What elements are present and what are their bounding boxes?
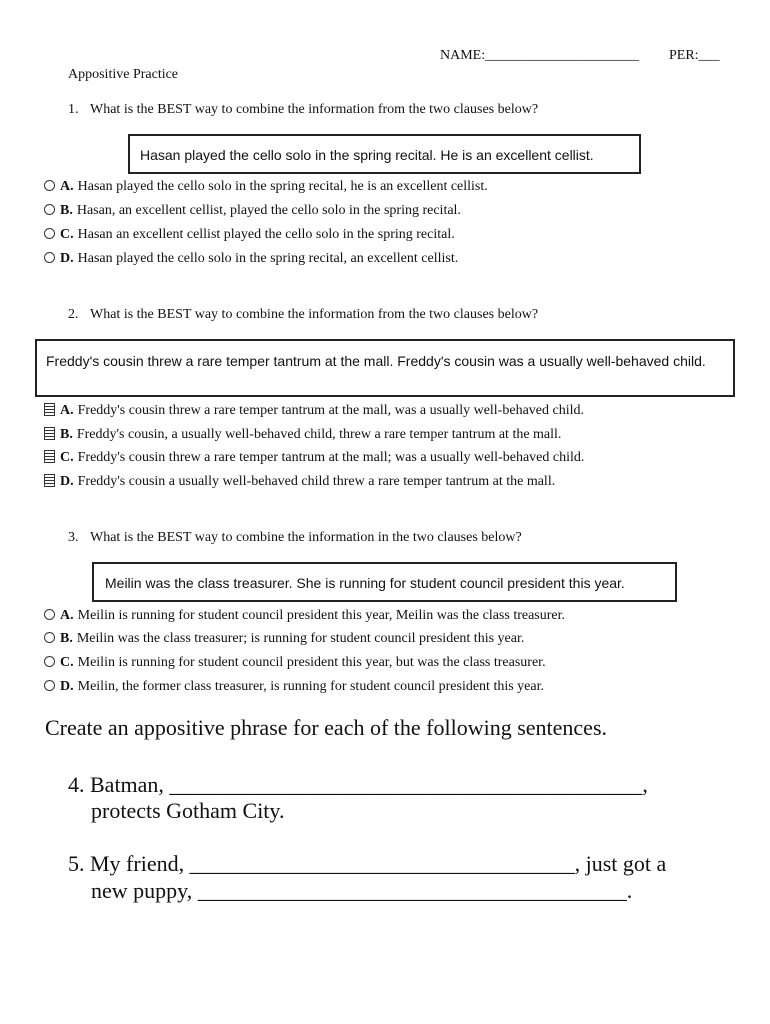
question-1-clauses: Hasan played the cello solo in the spring recital. He is an excellent cellist. [140,147,594,163]
question-1-number: 1. [68,102,79,117]
option-letter: C. [60,655,74,670]
option-text: Hasan, an excellent cellist, played the cello solo in the spring recital. [76,203,461,218]
option-letter: D. [60,474,74,489]
option-text: Hasan played the cello solo in the spring recital, an excellent cellist. [77,251,459,266]
radio-button-icon[interactable] [44,632,55,643]
question-2-clause-box [35,339,735,397]
option-text: Freddy's cousin a usually well-behaved child threw a rare temper tantrum at the mall. [77,474,556,489]
q1-option-d[interactable] [44,250,458,268]
radio-button-icon[interactable] [44,180,55,191]
option-text: Meilin was the class treasurer; is running for student council president this year. [76,631,525,646]
item-4-line-2: protects Gotham City. [91,798,285,823]
option-letter: A. [60,608,74,623]
option-text: Hasan an excellent cellist played the cello solo in the spring recital. [77,227,455,242]
option-letter: D. [60,251,74,266]
option-letter: B. [60,427,73,442]
option-letter: A. [60,403,74,418]
q2-option-d[interactable] [44,473,555,491]
radio-button-icon[interactable] [44,656,55,667]
item-5-line-1: 5. My friend, ___________________________________, just got a [68,851,667,876]
name-field-label: NAME:______________________ [440,48,640,63]
option-text: Meilin, the former class treasurer, is running for student council president this year. [77,679,544,694]
q2-option-c[interactable] [44,449,584,467]
q3-option-b[interactable] [44,630,524,648]
question-2-clauses: Freddy's cousin threw a rare temper tantrum at the mall. Freddy's cousin was a usually well-behaved child. [46,353,706,369]
question-3-prompt: What is the BEST way to combine the information in the two clauses below? [90,530,522,545]
radio-button-icon[interactable] [44,609,55,620]
option-letter: C. [60,227,74,242]
radio-button-icon[interactable] [44,204,55,215]
question-2-prompt: What is the BEST way to combine the information from the two clauses below? [90,307,539,322]
option-text: Freddy's cousin threw a rare temper tantrum at the mall; was a usually well-behaved child. [77,450,585,465]
q2-option-a[interactable] [44,402,584,420]
item-4-line-1: 4. Batman, ___________________________________________, [68,772,648,797]
item-5-line-2: new puppy, _______________________________________. [91,878,633,903]
period-field-label: PER:___ [669,48,720,63]
option-text: Freddy's cousin threw a rare temper tantrum at the mall, was a usually well-behaved child. [77,403,584,418]
option-letter: C. [60,450,74,465]
option-letter: A. [60,179,74,194]
option-text: Hasan played the cello solo in the spring recital, he is an excellent cellist. [77,179,488,194]
q2-option-b[interactable] [44,426,561,444]
q3-option-c[interactable] [44,654,546,672]
question-2-number: 2. [68,307,79,322]
answer-marker-icon[interactable] [44,474,55,487]
q3-option-a[interactable] [44,607,565,625]
q1-option-c[interactable] [44,226,455,244]
answer-marker-icon[interactable] [44,450,55,463]
answer-marker-icon[interactable] [44,403,55,416]
q1-option-b[interactable] [44,202,461,220]
question-3-number: 3. [68,530,79,545]
appositive-section-heading: Create an appositive phrase for each of the following sentences. [45,715,608,740]
option-letter: B. [60,631,73,646]
option-text: Meilin is running for student council president this year, Meilin was the class treasurer. [77,608,566,623]
radio-button-icon[interactable] [44,680,55,691]
worksheet-title: Appositive Practice [68,67,179,82]
question-3-clause-box [92,562,677,602]
question-1-clause-box [128,134,641,174]
option-letter: D. [60,679,74,694]
radio-button-icon[interactable] [44,252,55,263]
q1-option-a[interactable] [44,178,488,196]
radio-button-icon[interactable] [44,228,55,239]
question-3-clauses: Meilin was the class treasurer. She is running for student council president this year. [105,575,625,591]
answer-marker-icon[interactable] [44,427,55,440]
question-1-prompt: What is the BEST way to combine the information from the two clauses below? [90,102,539,117]
option-letter: B. [60,203,73,218]
option-text: Freddy's cousin, a usually well-behaved child, threw a rare temper tantrum at the mall. [76,427,562,442]
option-text: Meilin is running for student council president this year, but was the class treasurer. [77,655,546,670]
q3-option-d[interactable] [44,678,544,696]
